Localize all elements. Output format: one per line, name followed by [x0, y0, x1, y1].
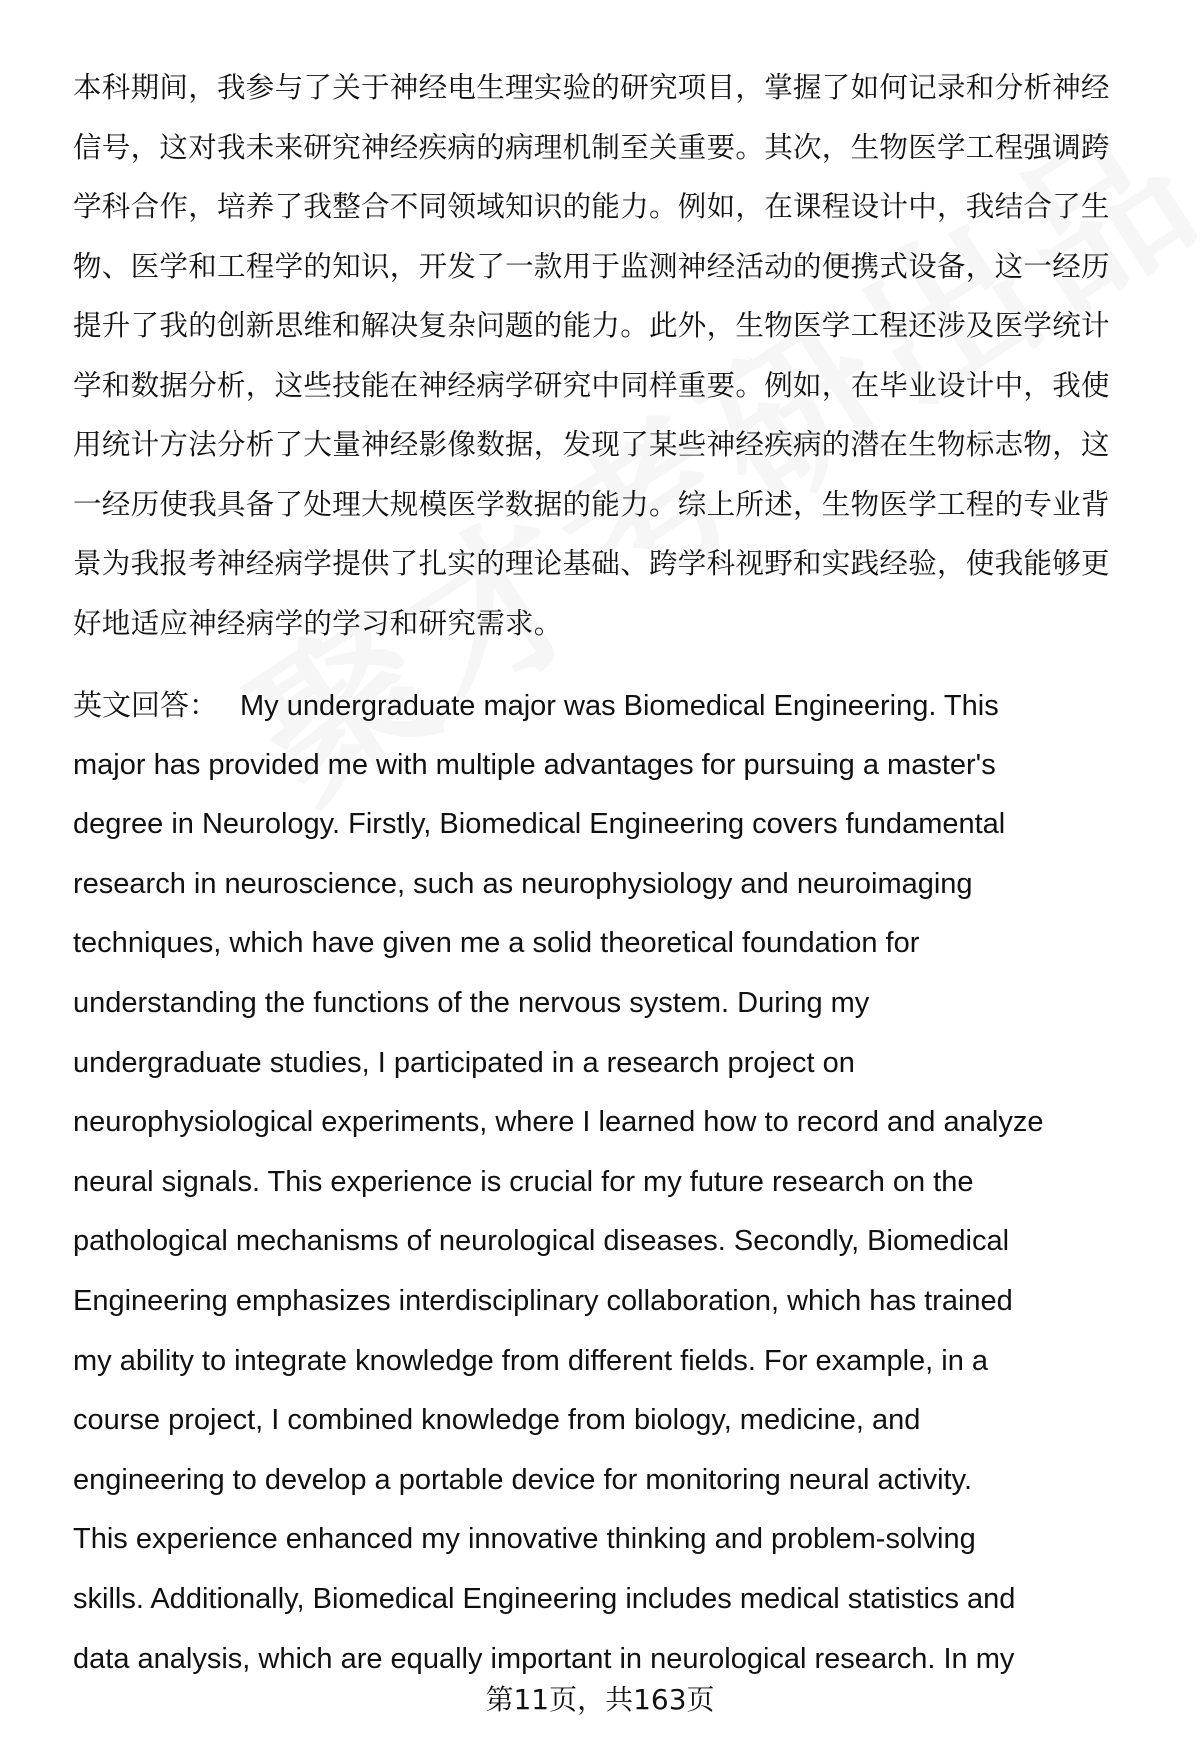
chinese-text-line: 学科合作，培养了我整合不同领域知识的能力。例如，在课程设计中，我结合了生: [73, 190, 1110, 223]
chinese-text-line: 物、医学和工程学的知识，开发了一款用于监测神经活动的便携式设备，这一经历: [73, 249, 1110, 283]
english-text-line: degree in Neurology. Firstly, Biomedical Engineering covers fundamental: [73, 808, 1006, 841]
english-text-line: engineering to develop a portable device for monitoring neural activity.: [73, 1463, 972, 1496]
english-answer-paragraph: [73, 676, 1173, 1689]
english-first-line: [73, 676, 1173, 736]
english-text-line: Engineering emphasizes interdisciplinary collaboration, which has trained: [73, 1284, 1013, 1317]
page-number-footer: 第11页，共163页: [485, 1683, 715, 1716]
chinese-text-line: 用统计方法分析了大量神经影像数据，发现了某些神经疾病的潜在生物标志物，这: [73, 428, 1110, 461]
english-text-line: research in neuroscience, such as neurophysiology and neuroimaging: [73, 867, 973, 900]
english-text-line: My undergraduate major was Biomedical Engineering. This: [240, 690, 999, 722]
chinese-text-line: 一经历使我具备了处理大规模医学数据的能力。综上所述，生物医学工程的专业背: [73, 487, 1110, 521]
english-text-line: course project, I combined knowledge from biology, medicine, and: [73, 1404, 921, 1437]
english-text-line: understanding the functions of the nervous system. During my: [73, 986, 870, 1019]
english-text-line: techniques, which have given me a solid theoretical foundation for: [73, 927, 920, 960]
english-text-line: skills. Additionally, Biomedical Engineering includes medical statistics and: [73, 1582, 1016, 1615]
english-text-line: data analysis, which are equally important in neurological research. In my: [73, 1642, 1015, 1675]
chinese-text-line: 景为我报考神经病学提供了扎实的理论基础、跨学科视野和实践经验，使我能够更: [73, 547, 1110, 580]
english-text-line: undergraduate studies, I participated in a research project on: [73, 1046, 855, 1079]
chinese-text-line: 好地适应神经病学的学习和研究需求。: [73, 606, 563, 640]
chinese-text-line: 本科期间，我参与了关于神经电生理实验的研究项目，掌握了如何记录和分析神经: [73, 71, 1110, 104]
english-text-line: neurophysiological experiments, where I learned how to record and analyze: [73, 1106, 1044, 1139]
english-text-line: major has provided me with multiple advantages for pursuing a master's: [73, 748, 996, 781]
chinese-text-line: 学和数据分析，这些技能在神经病学研究中同样重要。例如，在毕业设计中，我使: [73, 368, 1110, 402]
chinese-text-line: 信号，这对我未来研究神经疾病的病理机制至关重要。其次，生物医学工程强调跨: [73, 130, 1110, 164]
english-text-line: neural signals. This experience is crucial for my future research on the: [73, 1165, 974, 1198]
chinese-answer-paragraph: [73, 58, 1153, 653]
english-text-line: This experience enhanced my innovative thinking and problem-solving: [73, 1523, 976, 1556]
english-text-line: pathological mechanisms of neurological diseases. Secondly, Biomedical: [73, 1225, 1010, 1258]
english-text-line: my ability to integrate knowledge from different fields. For example, in a: [73, 1344, 989, 1377]
english-answer-label: 英文回答：: [73, 688, 219, 722]
chinese-text-line: 提升了我的创新思维和解决复杂问题的能力。此外，生物医学工程还涉及医学统计: [73, 309, 1110, 342]
